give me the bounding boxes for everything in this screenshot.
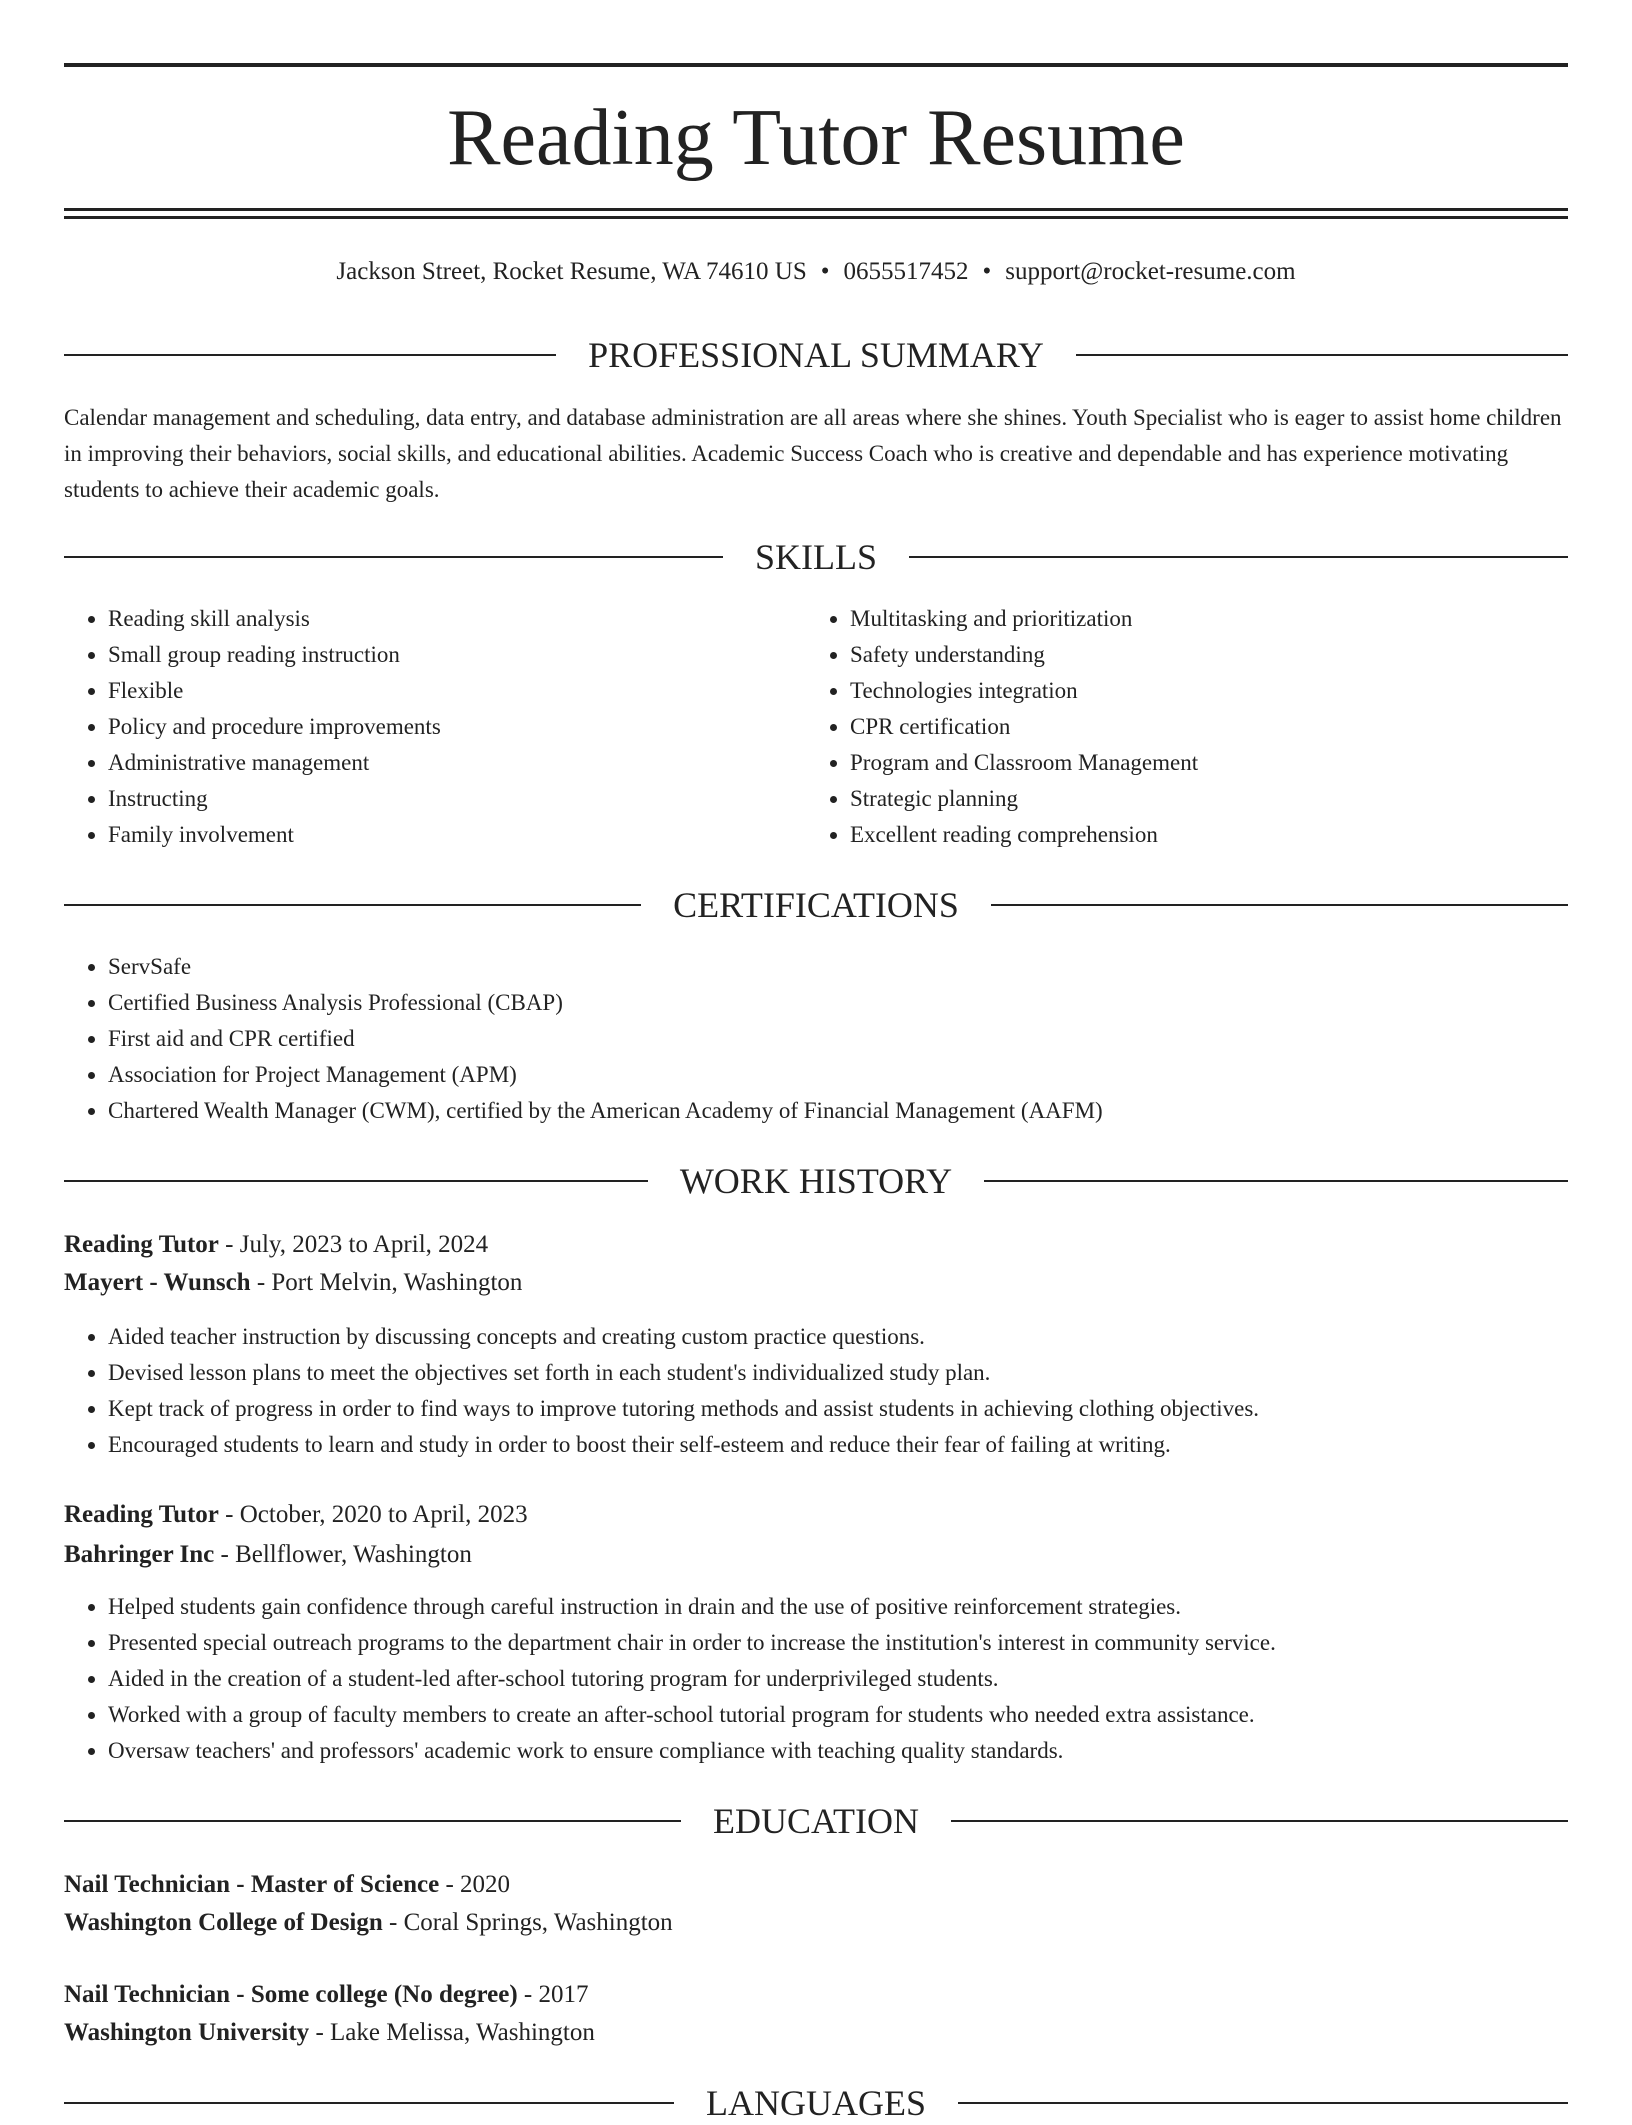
job-dates: - July, 2023 to April, 2024: [218, 1231, 489, 1258]
job-title: Reading Tutor: [64, 1501, 219, 1528]
section-heading-certifications: [64, 883, 1568, 927]
education-location: - Coral Springs, Washington: [382, 1909, 673, 1936]
divider: [64, 556, 723, 558]
job-company-line: [64, 1536, 1568, 1574]
section-title: PROFESSIONAL SUMMARY: [588, 335, 1044, 375]
skill-item: • Technologies integration: [850, 673, 1610, 709]
job-bullet: • Helped students gain confidence through careful instruction in drain and the use of positive reinforcement strategies.: [108, 1589, 1608, 1625]
section-title: LANGUAGES: [706, 2083, 926, 2123]
education-year: - 2017: [517, 1981, 589, 2008]
contact-separator: •: [820, 258, 830, 285]
skill-item: • Excellent reading comprehension: [850, 817, 1610, 853]
education-school-line: [64, 1904, 1568, 1942]
section-title: CERTIFICATIONS: [673, 885, 959, 925]
skill-item: • Family involvement: [108, 817, 808, 853]
divider: [991, 904, 1568, 906]
education-degree-line: [64, 1976, 1568, 2014]
section-heading-education: [64, 1799, 1568, 1843]
job-title-line: [64, 1496, 1568, 1534]
skill-item: • Flexible: [108, 673, 808, 709]
section-heading-work-history: [64, 1159, 1568, 1203]
section-heading-languages: [64, 2081, 1568, 2125]
job-bullet: • Kept track of progress in order to find ways to improve tutoring methods and assist students in achieving clothing objectives.: [108, 1391, 1608, 1427]
divider: [958, 2102, 1568, 2104]
section-title: SKILLS: [755, 537, 878, 577]
job-dates: - October, 2020 to April, 2023: [218, 1501, 528, 1528]
skill-item: • Administrative management: [108, 745, 808, 781]
skills-list-right: [806, 601, 1610, 853]
job-location: - Bellflower, Washington: [214, 1541, 472, 1568]
certifications-list: [64, 949, 1608, 1129]
job-location: - Port Melvin, Washington: [250, 1269, 523, 1296]
job-title: Reading Tutor: [64, 1231, 219, 1258]
divider: [909, 556, 1568, 558]
certification-item: • Chartered Wealth Manager (CWM), certified by the American Academy of Financial Management (AAFM): [108, 1093, 1608, 1129]
contact-email[interactable]: support@rocket-resume.com: [1005, 258, 1296, 285]
certification-item: • Certified Business Analysis Professional (CBAP): [108, 985, 1608, 1021]
job-bullet: • Aided teacher instruction by discussing concepts and creating custom practice questions.: [108, 1319, 1608, 1355]
top-rule: [64, 63, 1568, 67]
skill-item: • Safety understanding: [850, 637, 1610, 673]
contact-line: [0, 254, 1632, 290]
education-degree: Nail Technician - Some college (No degree): [64, 1981, 518, 2008]
job-company-line: [64, 1264, 1568, 1302]
education-year: - 2020: [439, 1871, 511, 1898]
divider: [64, 904, 641, 906]
education-school-line: [64, 2014, 1568, 2052]
contact-phone: 0655517452: [843, 258, 969, 285]
job-title-line: [64, 1226, 1568, 1264]
certification-item: • Association for Project Management (APM): [108, 1057, 1608, 1093]
divider: [64, 1820, 681, 1822]
divider: [1076, 354, 1568, 356]
summary-text: Calendar management and scheduling, data entry, and database administration are all areas where she shines. Youth Specialist who is eager to assist home children in improving their behaviors, social skills, and educational abilities. Academic Success Coach who is creative and dependable and has experience motivating students to achieve their academic goals.: [64, 405, 1562, 502]
job-bullet: • Worked with a group of faculty members to create an after-school tutorial program for students who needed extra assistance.: [108, 1697, 1608, 1733]
skill-item: • CPR certification: [850, 709, 1610, 745]
job-bullet: • Aided in the creation of a student-led after-school tutoring program for underprivileged students.: [108, 1661, 1608, 1697]
job-bullet: • Presented special outreach programs to the department chair in order to increase the institution's interest in community service.: [108, 1625, 1608, 1661]
education-degree: Nail Technician - Master of Science: [64, 1871, 440, 1898]
job-company: Mayert - Wunsch: [64, 1269, 251, 1296]
certification-item: • ServSafe: [108, 949, 1608, 985]
education-location: - Lake Melissa, Washington: [309, 2019, 595, 2046]
title-rule-upper: [64, 208, 1568, 211]
divider: [64, 354, 556, 356]
section-title: EDUCATION: [713, 1801, 919, 1841]
section-title: WORK HISTORY: [679, 1161, 953, 1201]
education-school: Washington College of Design: [64, 1909, 383, 1936]
job-company: Bahringer Inc: [64, 1541, 215, 1568]
certification-item: • First aid and CPR certified: [108, 1021, 1608, 1057]
skills-list-left: [64, 601, 808, 853]
job-bullet: • Encouraged students to learn and study in order to boost their self-esteem and reduce their fear of failing at writing.: [108, 1427, 1608, 1463]
job-bullets: [64, 1319, 1608, 1463]
job-bullet: • Devised lesson plans to meet the objectives set forth in each student's individualized study plan.: [108, 1355, 1608, 1391]
skill-item: • Small group reading instruction: [108, 637, 808, 673]
page-title: Reading Tutor Resume: [447, 94, 1185, 182]
skill-item: • Policy and procedure improvements: [108, 709, 808, 745]
skill-item: • Program and Classroom Management: [850, 745, 1610, 781]
contact-address: Jackson Street, Rocket Resume, WA 74610 US: [336, 258, 807, 285]
divider: [64, 2102, 674, 2104]
job-bullet: • Oversaw teachers' and professors' academic work to ensure compliance with teaching quality standards.: [108, 1733, 1608, 1769]
section-heading-skills: [64, 535, 1568, 579]
education-school: Washington University: [64, 2019, 310, 2046]
education-degree-line: [64, 1866, 1568, 1904]
divider: [64, 1180, 648, 1182]
skill-item: • Reading skill analysis: [108, 601, 808, 637]
contact-separator: •: [982, 258, 992, 285]
skill-item: • Instructing: [108, 781, 808, 817]
title-rule-lower: [64, 216, 1568, 219]
job-bullets: [64, 1589, 1608, 1769]
skill-item: • Multitasking and prioritization: [850, 601, 1610, 637]
skill-item: • Strategic planning: [850, 781, 1610, 817]
divider: [984, 1180, 1568, 1182]
section-heading-summary: [64, 333, 1568, 377]
divider: [951, 1820, 1568, 1822]
